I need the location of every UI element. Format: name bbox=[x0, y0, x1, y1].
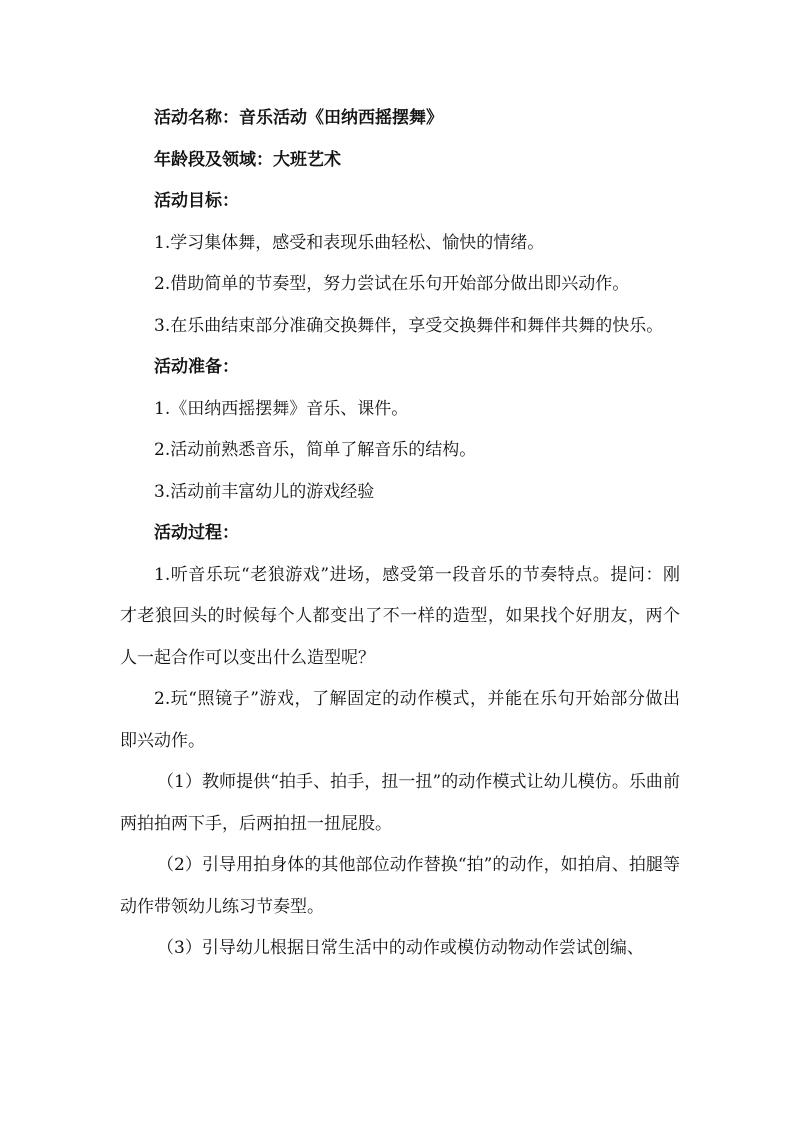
process-substep: （2）引导用拍身体的其他部位动作替换“拍”的动作，如拍肩、拍腿等动作带领幼儿练习节奏型。 bbox=[120, 855, 680, 917]
goal-item: 1.学习集体舞，感受和表现乐曲轻松、愉快的情绪。 bbox=[154, 232, 545, 253]
goals-heading: 活动目标： bbox=[154, 191, 239, 211]
goal-item: 2.借助简单的节奏型，努力尝试在乐句开始部分做出即兴动作。 bbox=[154, 274, 630, 294]
document-body bbox=[120, 98, 680, 970]
goal-item: 3.在乐曲结束部分准确交换舞伴，享受交换舞伴和舞伴共舞的快乐。 bbox=[154, 315, 664, 336]
process-step: 1.听音乐玩“老狼游戏”进场，感受第一段音乐的节奏特点。提问：刚才老狼回头的时候每个人都变出了不一样的造型，如果找个好朋友，两个人一起合作可以变出什么造型呢？ bbox=[120, 564, 680, 668]
activity-name: 活动名称：音乐活动《田纳西摇摆舞》 bbox=[154, 108, 443, 128]
prep-item: 1.《田纳西摇摆舞》音乐、课件。 bbox=[154, 398, 409, 419]
prep-heading: 活动准备： bbox=[154, 357, 239, 377]
process-substep: （1）教师提供“拍手、拍手，扭一扭”的动作模式让幼儿模仿。乐曲前两拍拍两下手，后两拍扭一扭屁股。 bbox=[120, 772, 680, 834]
process-step: 2.玩“照镜子”游戏，了解固定的动作模式，并能在乐句开始部分做出即兴动作。 bbox=[120, 689, 680, 751]
prep-item: 3.活动前丰富幼儿的游戏经验 bbox=[154, 481, 375, 502]
process-heading: 活动过程： bbox=[154, 523, 239, 543]
process-substep: （3）引导幼儿根据日常生活中的动作或模仿动物动作尝试创编、 bbox=[157, 938, 644, 958]
prep-item: 2.活动前熟悉音乐，简单了解音乐的结构。 bbox=[154, 440, 477, 460]
age-domain: 年龄段及领域：大班艺术 bbox=[154, 149, 341, 170]
